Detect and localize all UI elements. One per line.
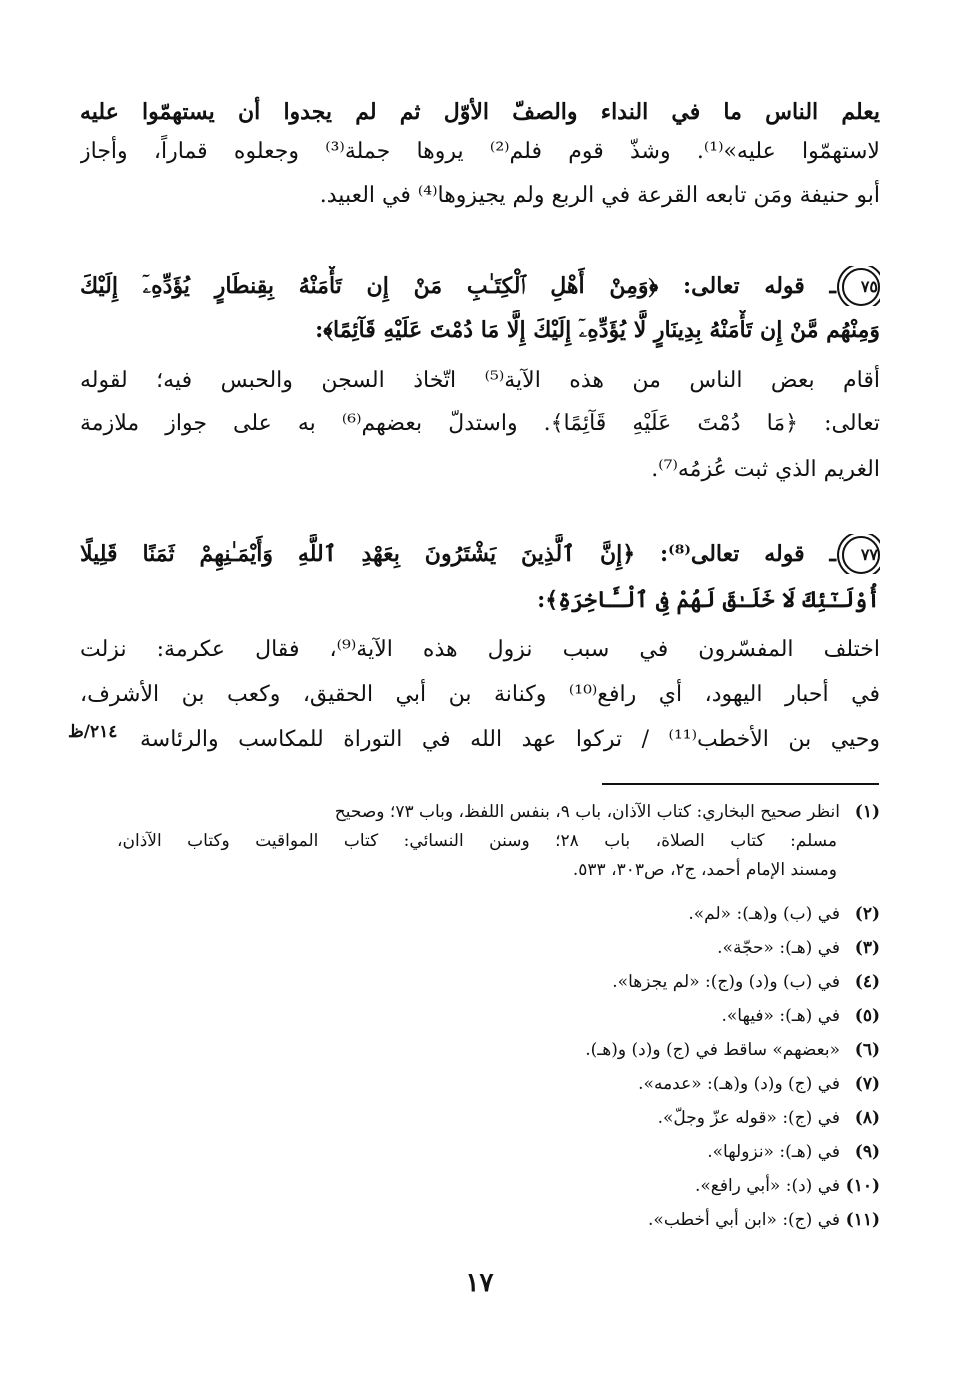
verse-line: أُوْلَـٰٓئِكَ لَا خَلَـٰقَ لَهُمْ فِى ٱلْـَٔاخِرَةِ﴾:: [537, 587, 880, 613]
footnote-number: (١١): [845, 1210, 880, 1230]
footnote: [120, 798, 880, 827]
footnote-text: في (ج): «قوله عزّ وجلّ».: [657, 1108, 840, 1128]
footnote-continuation: مسلم: كتاب الصلاة، باب ٢٨؛ وسنن النسائي: كتاب المواقيت وكتاب الآذان،: [117, 831, 838, 851]
footnote-number: (٩): [854, 1142, 880, 1162]
footnote-number: (٦): [854, 1040, 880, 1060]
footnote-number: (١٠): [845, 1176, 880, 1196]
footnote-text: في (ب) و(هـ): «لم».: [688, 904, 840, 924]
footnote-number: (٧): [854, 1074, 880, 1094]
footnote: [120, 900, 880, 929]
text-line: اختلف المفسّرون في سبب نزول هذه الآية⁽⁹⁾، فقال عكرمة: نزلت: [80, 637, 880, 662]
footnote: [120, 1070, 880, 1099]
verse-line: وَمِنْهُم مَّنْ إِن تَأْمَنْهُ بِدِينَارٍ لَّا يُؤَدِّهِۦٓ إِلَيْكَ إِلَّا مَا دُمْتَ عَلَيْهِ قَآئِمًا﴾:: [315, 317, 880, 343]
footnote: [120, 934, 880, 963]
footnote-number: (٢): [854, 904, 880, 924]
footnote-text: في (ب) و(د) و(ج): «لم يجزها».: [612, 972, 840, 992]
text-line: في أحبار اليهود، أي رافع⁽¹⁰⁾ وكنانة بن أبي الحقيق، وكعب بن الأشرف،: [80, 682, 880, 707]
footnote-number: (١): [854, 802, 880, 822]
text-line: الغريم الذي ثبت عُزمُه⁽⁷⁾.: [651, 457, 880, 482]
verse-line: ـ قوله تعالى⁽⁸⁾: ﴿إِنَّ ٱلَّذِينَ يَشْتَرُونَ بِعَهْدِ ٱللَّهِ وَأَيْمَـٰنِهِمْ ثَمَنًا قَلِيلًا: [80, 541, 836, 567]
text-line: لاستهمّوا عليه»⁽¹⁾. وشذّ قوم فلم⁽²⁾ يروها جملة⁽³⁾ وجعلوه قماراً، وأجاز: [80, 139, 880, 164]
text-line: يعلم الناس ما في النداء والصفّ الأوّل ثم لم يجدوا أن يستهمّوا عليه: [80, 99, 880, 125]
footnote: [120, 1206, 880, 1235]
footnote: [120, 1104, 880, 1133]
footnote-number: (٣): [854, 938, 880, 958]
footnote: [120, 1172, 880, 1201]
text-line: وحيي بن الأخطب⁽¹¹⁾ / تركوا عهد الله في التوراة للمكاسب والرئاسة: [140, 727, 880, 752]
footnote-text: في (د): «أبي رافع».: [694, 1176, 840, 1196]
footnote-number: (٨): [854, 1108, 880, 1128]
verse-line: ـ قوله تعالى: ﴿وَمِنْ أَهْلِ ٱلْكِتَـٰبِ مَنْ إِن تَأْمَنْهُ بِقِنطَارٍ يُؤَدِّهِۦٓ إِلَيْكَ: [80, 273, 836, 299]
footnote-number: (٥): [854, 1006, 880, 1026]
footnote-number: (٤): [854, 972, 880, 992]
footnote-text: في (هـ): «فيها».: [721, 1006, 840, 1026]
text-line: أقام بعض الناس من هذه الآية⁽⁵⁾ اتّخاذ السجن والحبس فيه؛ لقوله: [80, 368, 880, 393]
footnote-text: في (ج): «ابن أبي أخطب».: [648, 1210, 840, 1230]
footnote: [120, 968, 880, 997]
footnote-text: في (هـ): «حجّة».: [717, 938, 840, 958]
page-number: ١٧: [465, 1268, 494, 1298]
footnote-text: انظر صحيح البخاري: كتاب الآذان، باب ٩، بنفس اللفظ، وباب ٧٣؛ وصحيح: [334, 802, 840, 822]
footnote-text: في (هـ): «نزولها».: [707, 1142, 840, 1162]
footnote: [120, 1138, 880, 1167]
footnote: [120, 1002, 880, 1031]
footnote-text: «بعضهم» ساقط في (ج) و(د) و(هـ).: [585, 1040, 840, 1060]
text-line: تعالى: ﴿مَا دُمْتَ عَلَيْهِ قَآئِمًا﴾. واستدلّ بعضهم⁽⁶⁾ به على جواز ملازمة: [80, 411, 880, 436]
footnote-divider: [602, 783, 879, 785]
verse-heading: [80, 266, 880, 306]
footnote: [120, 1036, 880, 1065]
manuscript-folio-note: ٢١٤/ظ: [68, 722, 118, 742]
verse-number-badge: ٧٧: [842, 536, 880, 574]
verse-number-badge: ٧٥: [842, 268, 880, 306]
footnote-text: في (ج) و(د) و(هـ): «عدمه».: [638, 1074, 840, 1094]
footnote-continuation: ومسند الإمام أحمد، ج٢، ص٣٠٣، ٥٣٣.: [572, 860, 837, 880]
verse-heading: [80, 534, 880, 574]
text-line: أبو حنيفة ومَن تابعه القرعة في الربع ولم يجيزوها⁽⁴⁾ في العبيد.: [319, 183, 880, 208]
